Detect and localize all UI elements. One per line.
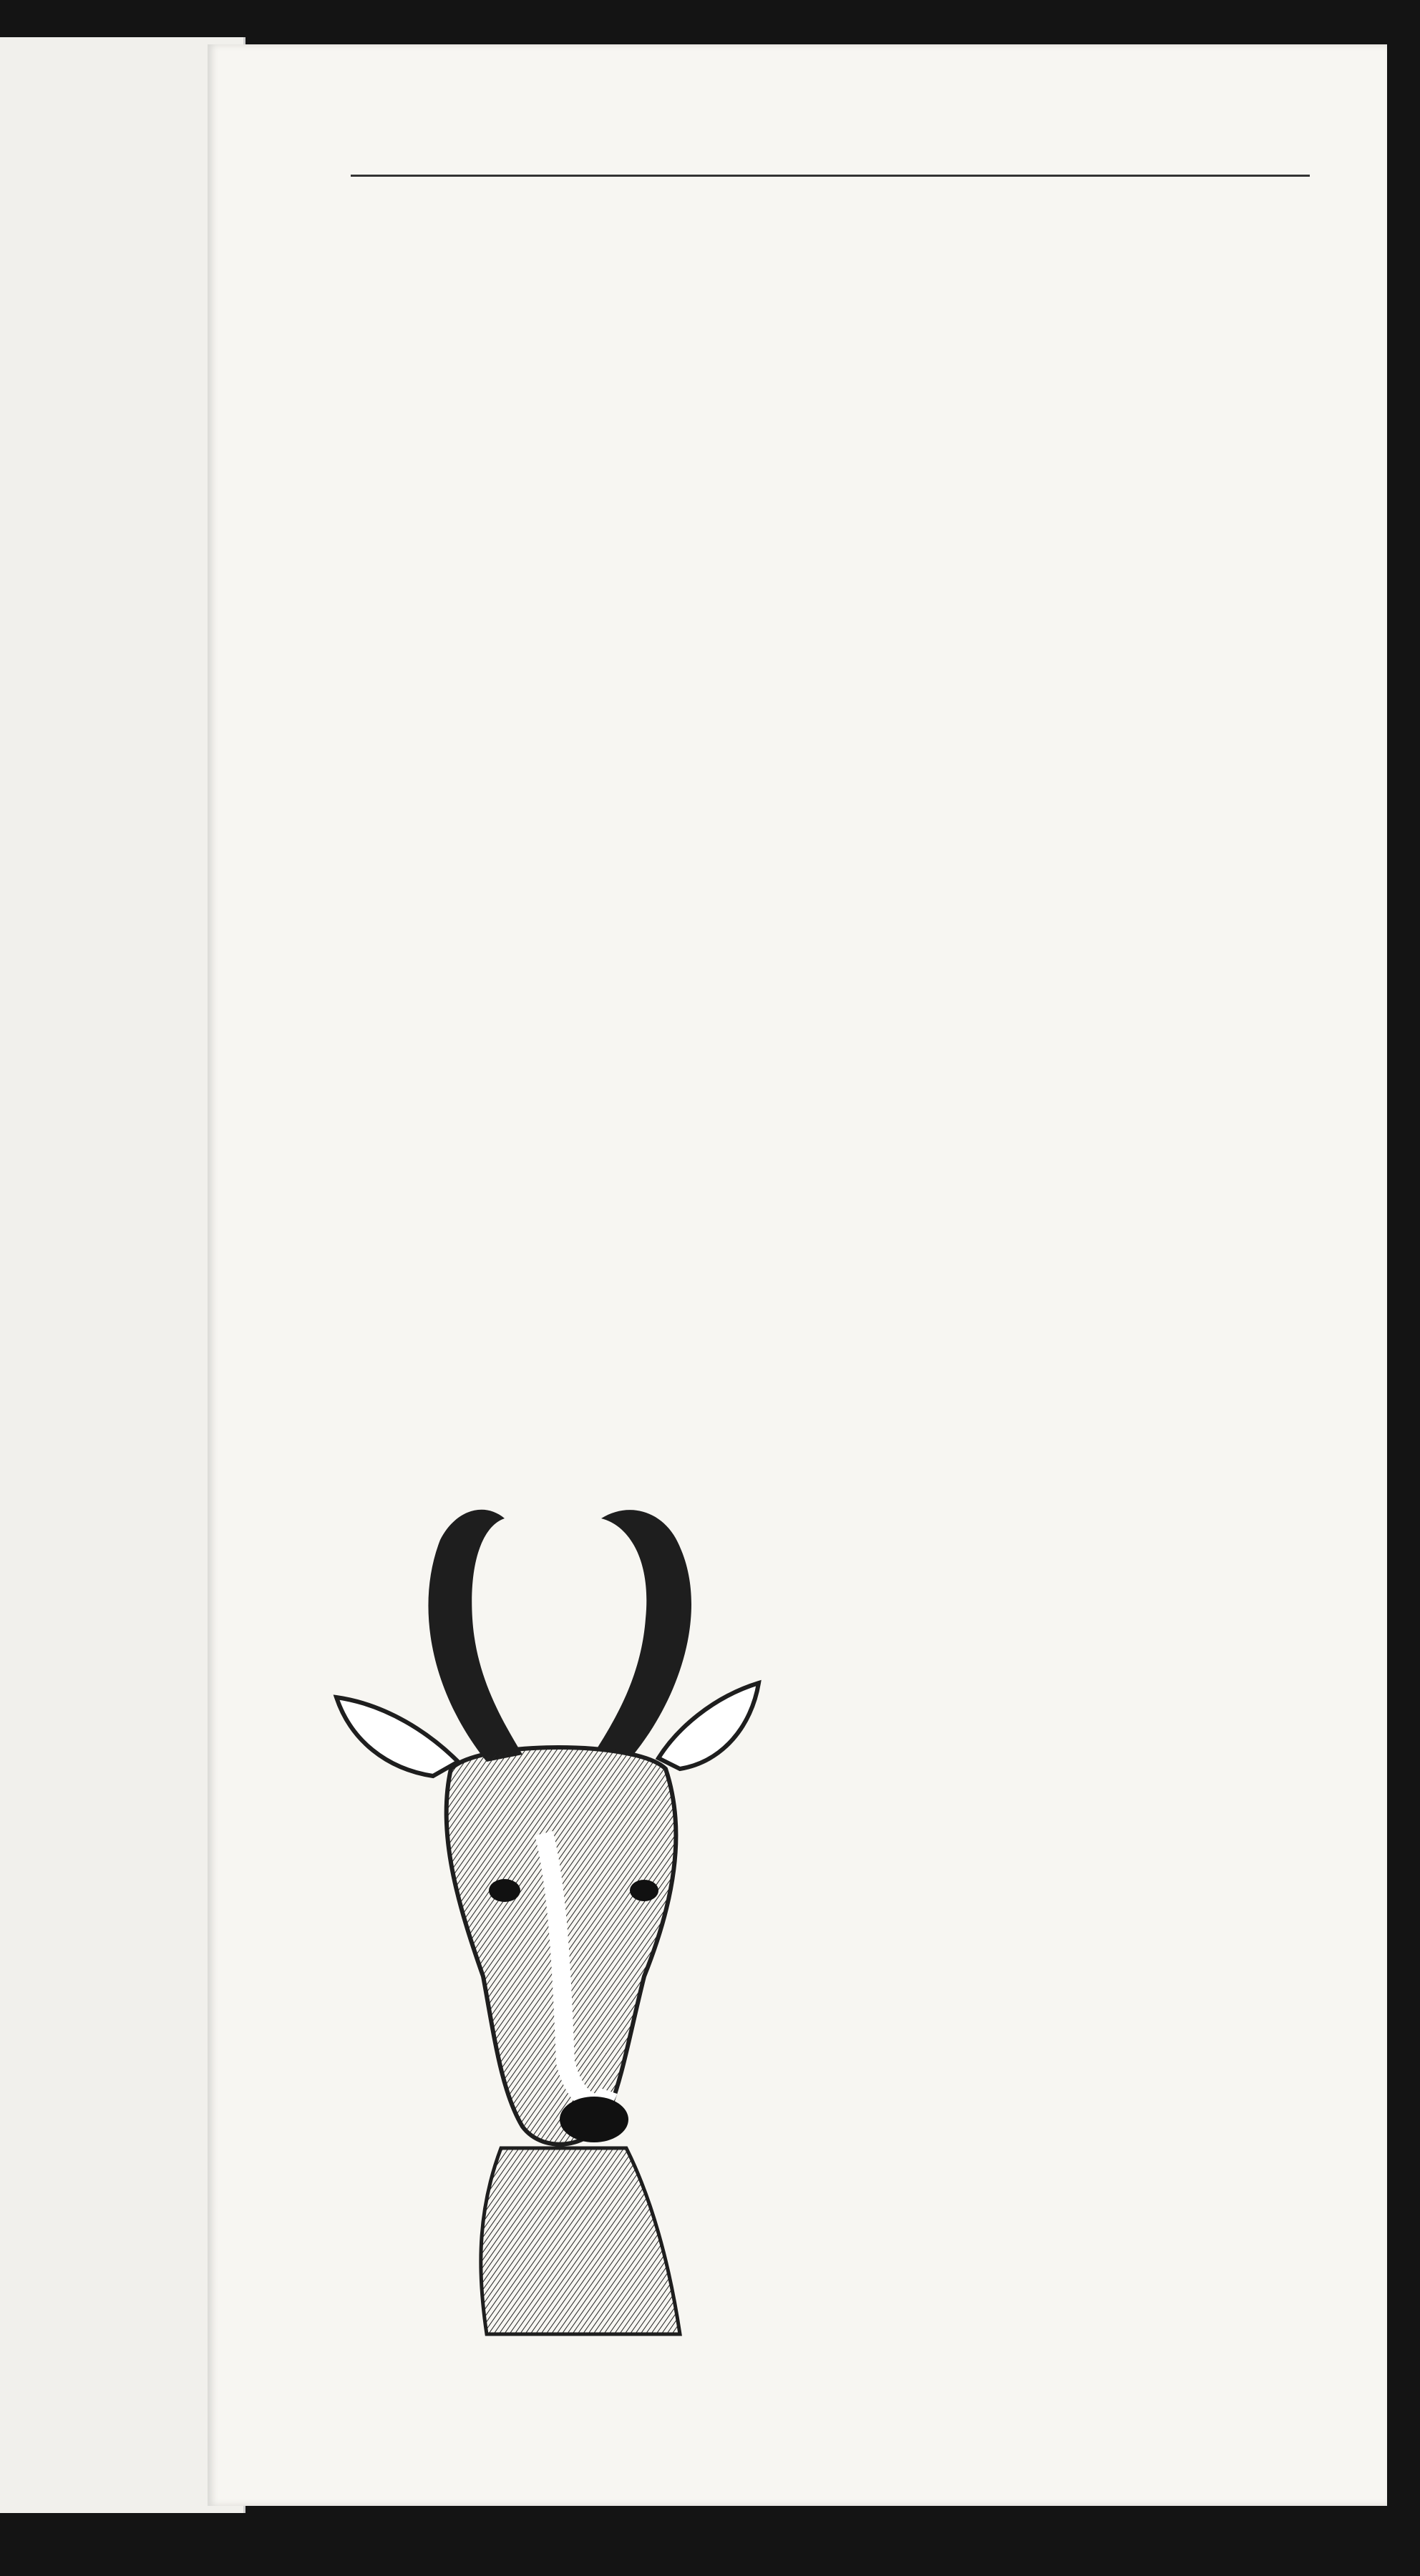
book-page — [208, 44, 1387, 2506]
antelope-head-engraving — [308, 1461, 809, 2356]
header-rule — [351, 175, 1310, 177]
